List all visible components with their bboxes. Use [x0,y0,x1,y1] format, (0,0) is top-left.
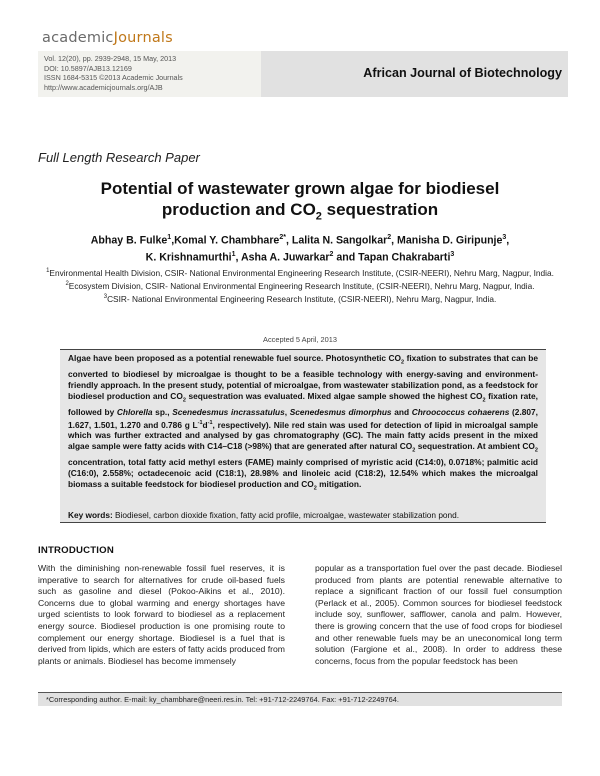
author-name: Komal Y. Chambhare [174,234,280,247]
author-name: Manisha D. Giripunje [397,234,503,247]
abstract-text: Algae have been proposed as a potential renewable fuel source. Photosynthetic $CO_2$ fixation to substrates that can be converted to biodiesel by microalgae is thought to be a feasible technology with energy-saving and environment-friendly approach. In the present study, potential of microalgae, from wastewater stabilization pond, as a feedstock for biodiesel production and $CO_2$ sequestration was evaluated. Mixed algae sample showed the highest $CO_2$ fixation rate, followed by Chlorella sp., Scenedesmus incrassatulus, Scenedesmus dimorphus and Chroococcus cohaerens (2.807, 1.627, 1.501, 1.270 and 0.786 g $L^{-1}d^{-1}$, respectively). Nile red stain was used for detection of lipid in microalgal sample which was further extracted and analysed by gas chromatography (GC). The main fatty acids present in the mixed algae sample were fatty acids with C14–C18 (>98%) that are generated after natural $CO_2$ sequestration. At ambient $CO_2$ concentration, total fatty acid methyl esters (FAME) mainly comprised of myristic acid (C14:0), 0.0718%; palmitic acid (C16:0), 2.558%; octadecenoic acid (C18:1), 28.98% and linoleic acid (C18:2), 12.54% which makes the microalgal biomass a suitable feedstock for biodiesel production and $CO_2$ mitigation. [68,353,539,492]
author-name: Asha A. Juwarkar [241,251,330,264]
paper-type: Full Length Research Paper [38,150,200,165]
author-list: Abhay B. Fulke$^1$,Komal Y. Chambhare$^{2*}$, Lalita N. Sangolkar$^2$, Manisha D. Giripunje$^3$, K. Krishnamurthi$^1$, Asha A. Juwarkar$^2$ and Tapan Chakrabarti$^3$ [90,234,510,264]
author-name: Abhay B. Fulke [90,234,168,247]
citation-line: Vol. 12(20), pp. 2939-2948, 15 May, 2013 [44,54,177,63]
corresponding-author-footnote: *Corresponding author. E-mail: ky_chambhare@neeri.res.in. Tel: +91-712-2249764. Fax: +91-712-2249764. [38,692,562,706]
citation-info [44,54,183,92]
author-name: K. Krishnamurthi [145,251,232,264]
abstract-box [60,349,546,501]
author-name: Lalita N. Sangolkar [291,234,388,247]
intro-column-right: popular as a transportation fuel over the past decade. Biodiesel produced from plants are potential renewable alternative to replace a significant fraction of our fossil fuel consumption (Perlack et al., 2005). Common sources for biodiesel feedstock include soy, sunflower, safflower, canola and palm. However, there is growing concern that the use of food crops for biodiesel and other renewable fuels may be an uneconomical long term solution (Fargione et al., 2008). In order to address these concerns, focus from the popular feedstock has been [315,563,562,666]
author-name: Tapan Chakrabarti [358,251,451,264]
affiliation: $^1$Environmental Health Division, CSIR- National Environmental Engineering Research Institute, (CSIR-NEERI), Nehru Marg, Nagpur, India. [46,267,554,278]
keywords-label: Key words: [68,510,113,520]
journal-name: African Journal of Biotechnology [363,66,562,80]
journal-masthead [38,30,568,97]
issn-line: ISSN 1684-5315 ©2013 Academic Journals [44,73,183,83]
affiliation: $^2$Ecosystem Division, CSIR- National Environmental Engineering Research Institute, (CSIR-NEERI), Nehru Marg, Nagpur, India. [65,280,535,291]
doi-line: DOI: 10.5897/AJB13.12169 [44,63,132,73]
publisher-logo: academicJournals [42,30,173,46]
journal-url[interactable]: http://www.academicjournals.org/AJB [44,82,163,92]
keywords [60,501,546,523]
accepted-date: Accepted 5 April, 2013 [263,335,337,344]
paper-title: Potential of wastewater grown algae for biodiesel production and $CO_2$ sequestration [100,179,500,223]
intro-column-left: With the diminishing non-renewable fossil fuel reserves, it is imperative to search for alternatives for crude oil-based fuels such as gasoline and diesel (Pokoo-Aikins et al., 2010). Concerns due to global warming and energy shortages have urged scientists to look forward to biodiesel as a replacement energy source. Biodiesel production is one promising route to complement our energy shortage. Biodiesel is a fuel that is derived from lipids, which are esters of fatty acids produced from plants or animals. Biodiesel has become immensely [38,563,285,666]
affiliations [44,266,556,305]
journal-info-bar [38,51,568,97]
keywords-text: Biodiesel, carbon dioxide fixation, fatty acid profile, microalgae, wastewater stabilization pond. [112,510,460,520]
section-heading-introduction: INTRODUCTION [38,545,114,556]
affiliation: $^3$CSIR- National Environmental Engineering Research Institute, (CSIR-NEERI), Nehru Marg, Nagpur, India. [103,293,497,304]
